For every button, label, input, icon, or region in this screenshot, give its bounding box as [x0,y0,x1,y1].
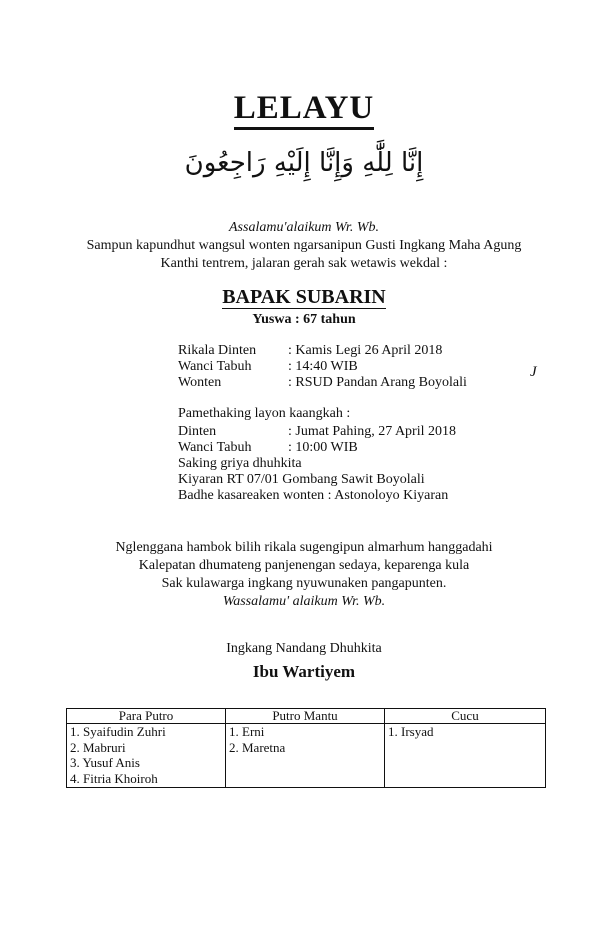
in-laws-cell [226,724,385,788]
column-header-in-laws: Putro Mantu [226,709,385,724]
funeral-line: Kiyaran RT 07/01 Gombang Sawit Boyolali [178,472,425,487]
arabic-phrase: إِنَّا لِلَّٰهِ وَإِنَّا إِلَيْهِ رَاجِعُونَ [184,148,424,178]
family-name: Ibu Wartiyem [252,662,356,681]
death-detail-value: : RSUD Pandan Arang Boyolali [288,375,467,390]
deceased-name: BAPAK SUBARIN [222,286,386,308]
intro-line-1: Sampun kapundhut wangsul wonten ngarsanipun Gusti Ingkang Maha Agung [86,238,522,253]
greeting-open: Assalamu'alaikum Wr. Wb. [229,220,379,235]
death-detail-label: Rikala Dinten [178,343,257,358]
list-item: 1. Syaifudin Zuhri [70,724,166,739]
children-cell [67,724,226,788]
list-item: 3. Yusuf Anis [70,755,140,770]
column-header-children: Para Putro [67,709,226,724]
family-table-row [67,724,546,788]
family-table-header-row [67,709,546,724]
list-item: 1. Irsyad [388,724,434,739]
deceased-age: Yuswa : 67 tahun [252,312,356,327]
greeting-close: Wassalamu' alaikum Wr. Wb. [222,594,386,609]
list-item: 2. Mabruri [70,739,126,755]
intro-line-2: Kanthi tentrem, jalaran gerah sak wetawis wekdal : [160,256,448,271]
funeral-heading: Pamethaking layon kaangkah : [178,406,351,421]
death-detail-label: Wanci Tabuh [178,359,252,374]
funeral-detail-label: Dinten [178,424,217,439]
funeral-line: Badhe kasareaken wonten : Astonoloyo Kiyaran [178,488,449,503]
grandchildren-cell [385,724,546,788]
column-header-grandchildren: Cucu [385,709,546,724]
handwritten-mark: J [530,364,537,380]
closing-line: Kalepatan dhumateng panjenengan sedaya, keparenga kula [138,558,470,573]
list-item: 2. Maretna [229,739,286,755]
funeral-detail-value: : 10:00 WIB [288,440,358,455]
funeral-detail-label: Wanci Tabuh [178,440,252,455]
list-item: 4. Fitria Khoiroh [70,770,158,786]
death-detail-value: : 14:40 WIB [288,359,358,374]
death-detail-label: Wonten [178,375,222,390]
closing-line: Sak kulawarga ingkang nyuwunaken pangapunten. [161,576,447,591]
death-detail-value: : Kamis Legi 26 April 2018 [288,343,443,358]
funeral-line: Saking griya dhuhkita [178,456,302,471]
funeral-detail-value: : Jumat Pahing, 27 April 2018 [288,424,456,439]
family-table [66,708,546,788]
page-title: LELAYU [0,90,608,127]
list-item: 1. Erni [229,724,265,739]
closing-line: Nglenggana hambok bilih rikala sugengipun almarhum hanggadahi [115,540,493,555]
family-heading: Ingkang Nandang Dhuhkita [226,641,382,656]
